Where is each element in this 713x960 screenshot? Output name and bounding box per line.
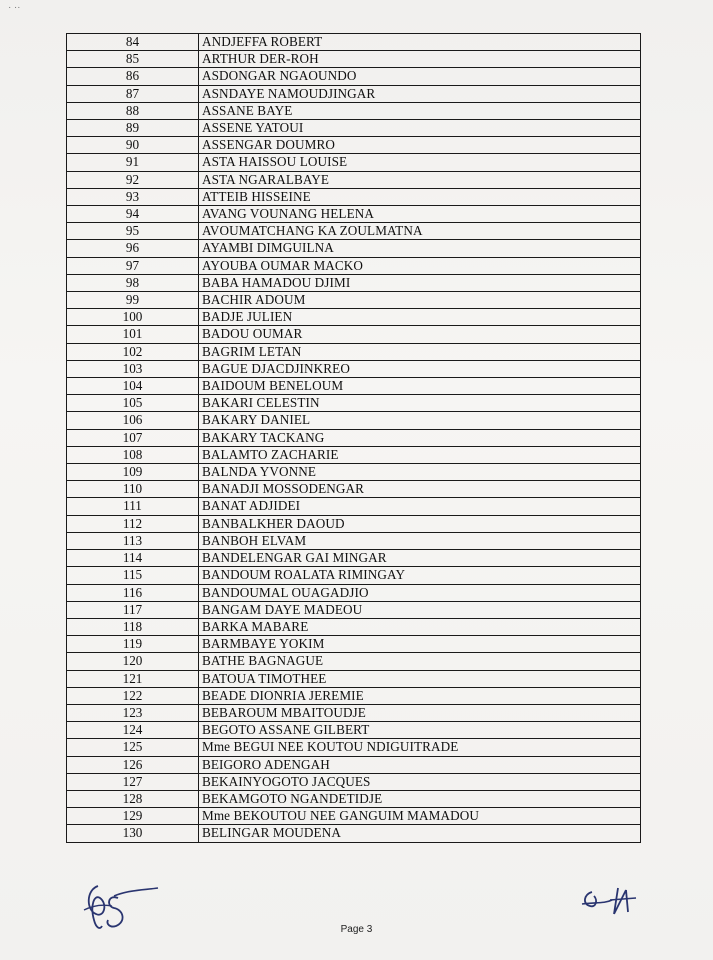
table-row: [67, 739, 641, 756]
table-row: [67, 326, 641, 343]
row-number: 115: [67, 567, 199, 584]
row-number: 86: [67, 68, 199, 85]
person-name: BAKARI CELESTIN: [199, 395, 641, 412]
table-row: [67, 378, 641, 395]
table-row: [67, 756, 641, 773]
table-row: [67, 102, 641, 119]
row-number: 95: [67, 223, 199, 240]
person-name: BADOU OUMAR: [199, 326, 641, 343]
names-table-body: [67, 34, 641, 843]
table-row: [67, 498, 641, 515]
person-name: AVOUMATCHANG KA ZOULMATNA: [199, 223, 641, 240]
row-number: 87: [67, 85, 199, 102]
row-number: 130: [67, 825, 199, 842]
person-name: ASSENGAR DOUMRO: [199, 137, 641, 154]
table-row: [67, 309, 641, 326]
row-number: 109: [67, 464, 199, 481]
table-row: [67, 68, 641, 85]
handwritten-initials-right: [578, 884, 648, 924]
person-name: BAGUE DJACDJINKREO: [199, 360, 641, 377]
row-number: 118: [67, 618, 199, 635]
person-name: BADJE JULIEN: [199, 309, 641, 326]
person-name: BEKAMGOTO NGANDETIDJE: [199, 790, 641, 807]
table-row: [67, 446, 641, 463]
person-name: AYAMBI DIMGUILNA: [199, 240, 641, 257]
person-name: BEBAROUM MBAITOUDJE: [199, 704, 641, 721]
person-name: BANBOH ELVAM: [199, 532, 641, 549]
person-name: BANAT ADJIDEI: [199, 498, 641, 515]
table-row: [67, 274, 641, 291]
row-number: 90: [67, 137, 199, 154]
person-name: BANDOUMAL OUAGADJIO: [199, 584, 641, 601]
row-number: 103: [67, 360, 199, 377]
table-row: [67, 601, 641, 618]
row-number: 89: [67, 120, 199, 137]
row-number: 101: [67, 326, 199, 343]
row-number: 112: [67, 515, 199, 532]
row-number: 91: [67, 154, 199, 171]
person-name: BAGRIM LETAN: [199, 343, 641, 360]
table-row: [67, 618, 641, 635]
table-row: [67, 51, 641, 68]
row-number: 84: [67, 34, 199, 51]
table-row: [67, 257, 641, 274]
row-number: 97: [67, 257, 199, 274]
table-row: [67, 722, 641, 739]
table-row: [67, 464, 641, 481]
person-name: ASDONGAR NGAOUNDO: [199, 68, 641, 85]
table-row: [67, 825, 641, 842]
table-row: [67, 653, 641, 670]
table-row: [67, 137, 641, 154]
row-number: 126: [67, 756, 199, 773]
person-name: BATOUA TIMOTHEE: [199, 670, 641, 687]
person-name: BEIGORO ADENGAH: [199, 756, 641, 773]
row-number: 104: [67, 378, 199, 395]
row-number: 96: [67, 240, 199, 257]
row-number: 98: [67, 274, 199, 291]
names-table-container: [66, 33, 641, 843]
row-number: 110: [67, 481, 199, 498]
row-number: 111: [67, 498, 199, 515]
row-number: 100: [67, 309, 199, 326]
row-number: 129: [67, 808, 199, 825]
person-name: BEADE DIONRIA JEREMIE: [199, 687, 641, 704]
table-row: [67, 223, 641, 240]
table-row: [67, 429, 641, 446]
person-name: ATTEIB HISSEINE: [199, 188, 641, 205]
person-name: BARKA MABARE: [199, 618, 641, 635]
person-name: BEGOTO ASSANE GILBERT: [199, 722, 641, 739]
person-name: BALNDA YVONNE: [199, 464, 641, 481]
person-name: BARMBAYE YOKIM: [199, 636, 641, 653]
row-number: 124: [67, 722, 199, 739]
person-name: Mme BEGUI NEE KOUTOU NDIGUITRADE: [199, 739, 641, 756]
row-number: 116: [67, 584, 199, 601]
person-name: ASNDAYE NAMOUDJINGAR: [199, 85, 641, 102]
table-row: [67, 240, 641, 257]
table-row: [67, 154, 641, 171]
table-row: [67, 292, 641, 309]
row-number: 106: [67, 412, 199, 429]
row-number: 119: [67, 636, 199, 653]
person-name: BANDOUM ROALATA RIMINGAY: [199, 567, 641, 584]
names-table: [66, 33, 641, 843]
person-name: ARTHUR DER-ROH: [199, 51, 641, 68]
person-name: ASSANE BAYE: [199, 102, 641, 119]
row-number: 92: [67, 171, 199, 188]
table-row: [67, 34, 641, 51]
row-number: 102: [67, 343, 199, 360]
row-number: 117: [67, 601, 199, 618]
table-row: [67, 550, 641, 567]
page-number: Page 3: [340, 924, 373, 935]
person-name: ASSENE YATOUI: [199, 120, 641, 137]
person-name: BEKAINYOGOTO JACQUES: [199, 773, 641, 790]
table-row: [67, 412, 641, 429]
person-name: BANDELENGAR GAI MINGAR: [199, 550, 641, 567]
row-number: 120: [67, 653, 199, 670]
person-name: ANDJEFFA ROBERT: [199, 34, 641, 51]
table-row: [67, 704, 641, 721]
person-name: BABA HAMADOU DJIMI: [199, 274, 641, 291]
person-name: AYOUBA OUMAR MACKO: [199, 257, 641, 274]
row-number: 128: [67, 790, 199, 807]
table-row: [67, 85, 641, 102]
person-name: BAKARY TACKANG: [199, 429, 641, 446]
person-name: BATHE BAGNAGUE: [199, 653, 641, 670]
person-name: BANGAM DAYE MADEOU: [199, 601, 641, 618]
table-row: [67, 171, 641, 188]
person-name: ASTA HAISSOU LOUISE: [199, 154, 641, 171]
row-number: 125: [67, 739, 199, 756]
row-number: 113: [67, 532, 199, 549]
row-number: 99: [67, 292, 199, 309]
row-number: 108: [67, 446, 199, 463]
row-number: 127: [67, 773, 199, 790]
table-row: [67, 360, 641, 377]
row-number: 85: [67, 51, 199, 68]
person-name: BELINGAR MOUDENA: [199, 825, 641, 842]
table-row: [67, 188, 641, 205]
person-name: BACHIR ADOUM: [199, 292, 641, 309]
scan-speck: ˙ ˙˙: [8, 6, 21, 17]
person-name: ASTA NGARALBAYE: [199, 171, 641, 188]
person-name: BANBALKHER DAOUD: [199, 515, 641, 532]
row-number: 123: [67, 704, 199, 721]
row-number: 94: [67, 206, 199, 223]
table-row: [67, 343, 641, 360]
table-row: [67, 481, 641, 498]
table-row: [67, 515, 641, 532]
row-number: 121: [67, 670, 199, 687]
person-name: BALAMTO ZACHARIE: [199, 446, 641, 463]
person-name: BAKARY DANIEL: [199, 412, 641, 429]
row-number: 105: [67, 395, 199, 412]
table-row: [67, 636, 641, 653]
table-row: [67, 687, 641, 704]
row-number: 93: [67, 188, 199, 205]
table-row: [67, 808, 641, 825]
table-row: [67, 567, 641, 584]
table-row: [67, 395, 641, 412]
row-number: 88: [67, 102, 199, 119]
table-row: [67, 120, 641, 137]
table-row: [67, 206, 641, 223]
person-name: Mme BEKOUTOU NEE GANGUIM MAMADOU: [199, 808, 641, 825]
table-row: [67, 773, 641, 790]
person-name: BAIDOUM BENELOUM: [199, 378, 641, 395]
row-number: 107: [67, 429, 199, 446]
table-row: [67, 584, 641, 601]
table-row: [67, 790, 641, 807]
table-row: [67, 532, 641, 549]
person-name: AVANG VOUNANG HELENA: [199, 206, 641, 223]
row-number: 114: [67, 550, 199, 567]
person-name: BANADJI MOSSODENGAR: [199, 481, 641, 498]
row-number: 122: [67, 687, 199, 704]
table-row: [67, 670, 641, 687]
